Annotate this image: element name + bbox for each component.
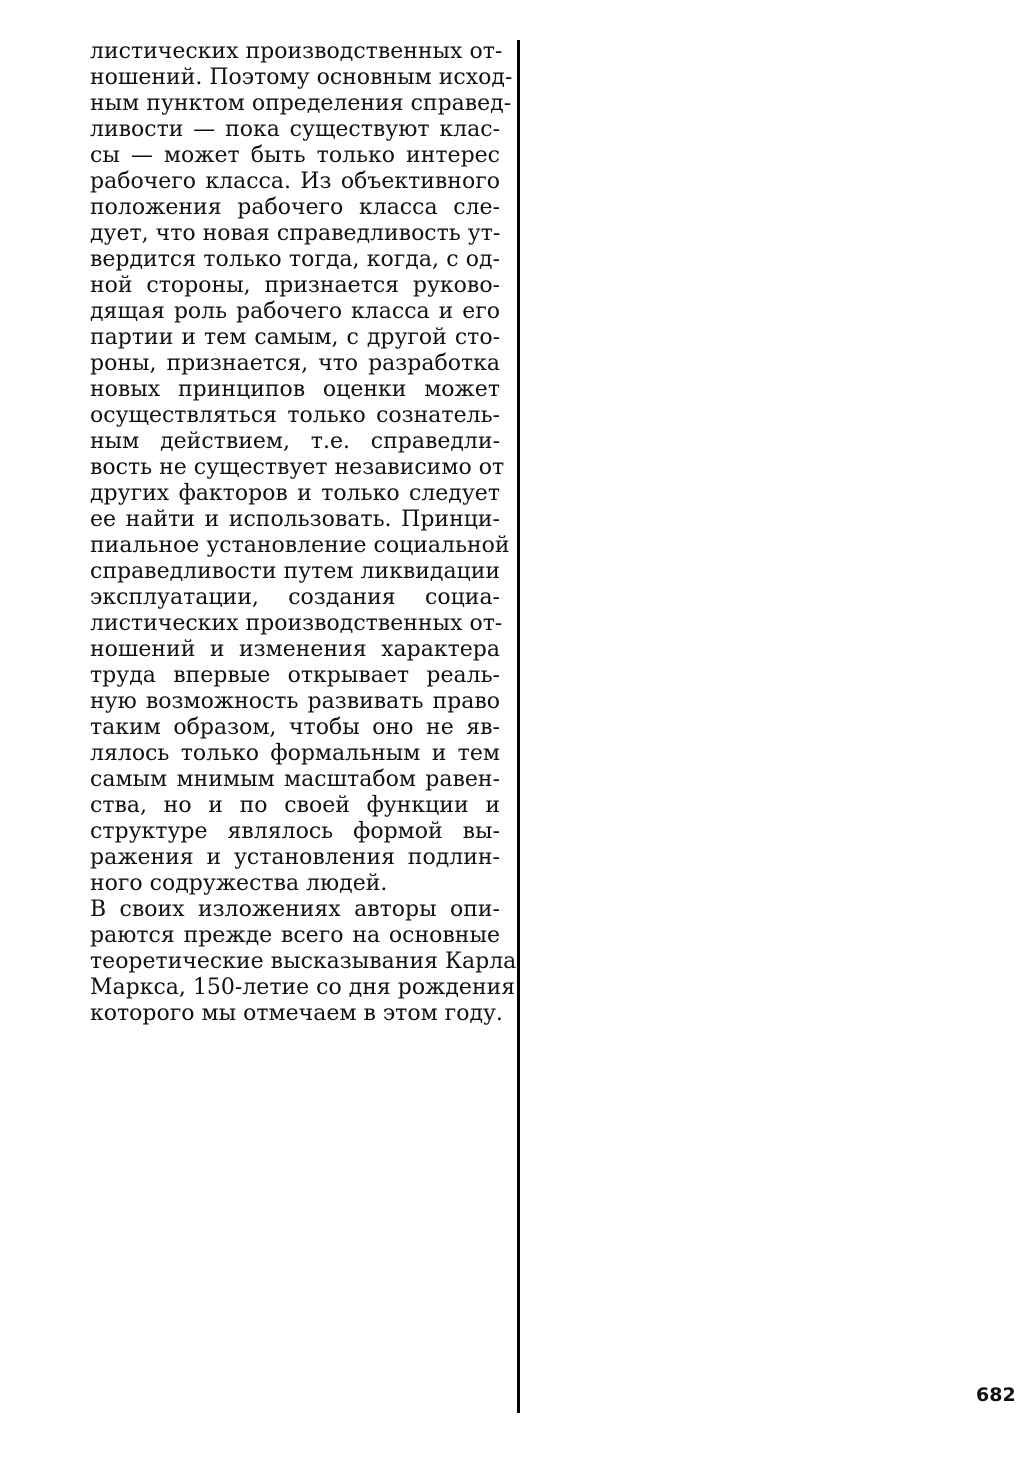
text-line: таким образом, чтобы оно не яв- (90, 715, 500, 740)
text-line: самым мнимым масштабом равен- (90, 767, 500, 792)
text-line: вердится только тогда, когда, с од- (90, 247, 500, 272)
text-line: ного содружества людей. (90, 871, 388, 896)
paragraph-2 (90, 897, 517, 1027)
text-line: справедливости путем ликвидации (90, 559, 501, 584)
text-line: роны, признается, что разработка (90, 351, 500, 376)
text-line: ным действием, т.е. справедли- (90, 429, 500, 454)
text-line: ную возможность развивать право (90, 689, 500, 714)
text-line: Маркса, 150-летие со дня рождения (90, 975, 516, 1000)
text-line: рабочего класса. Из объективного (90, 169, 500, 194)
text-line: теоретические высказывания Карла (90, 949, 517, 974)
text-line: ной стороны, признается руково- (90, 273, 500, 298)
text-line: листических производственных от- (90, 39, 503, 64)
text-line: сы — может быть только интерес (90, 143, 500, 168)
text-line: ливости — пока существуют клас- (90, 117, 500, 142)
text-line: которого мы отмечаем в этом году. (90, 1001, 503, 1026)
text-line: осуществляться только сознатель- (90, 403, 500, 428)
text-line: новых принципов оценки может (90, 377, 500, 402)
text-line: ражения и установления подлин- (90, 845, 500, 870)
text-line: ным пунктом определения справед- (90, 91, 512, 116)
text-line: В своих изложениях авторы опи- (90, 897, 500, 922)
text-line: положения рабочего класса сле- (90, 195, 500, 220)
text-line: листических производственных от- (90, 611, 503, 636)
main-text-column (90, 39, 517, 1027)
page-number: 682 (976, 1384, 1016, 1406)
paragraph-1 (90, 39, 513, 897)
text-line: труда впервые открывает реаль- (90, 663, 500, 688)
text-line: структуре являлось формой вы- (90, 819, 500, 844)
text-line: партии и тем самым, с другой сто- (90, 325, 500, 350)
text-line: других факторов и только следует (90, 481, 500, 506)
text-line: пиальное установление социальной (90, 533, 510, 558)
text-line: ее найти и использовать. Принци- (90, 507, 500, 532)
text-line: ства, но и по своей функции и (90, 793, 500, 818)
text-line: дящая роль рабочего класса и его (90, 299, 500, 324)
column-divider-rule (517, 40, 520, 1413)
text-line: лялось только формальным и тем (90, 741, 500, 766)
text-line: ношений. Поэтому основным исход- (90, 65, 513, 90)
text-line: раются прежде всего на основные (90, 923, 500, 948)
text-line: эксплуатации, создания социа- (90, 585, 500, 610)
text-line: ношений и изменения характера (90, 637, 500, 662)
text-line: вость не существует независимо от (90, 455, 505, 480)
text-line: дует, что новая справедливость ут- (90, 221, 501, 246)
